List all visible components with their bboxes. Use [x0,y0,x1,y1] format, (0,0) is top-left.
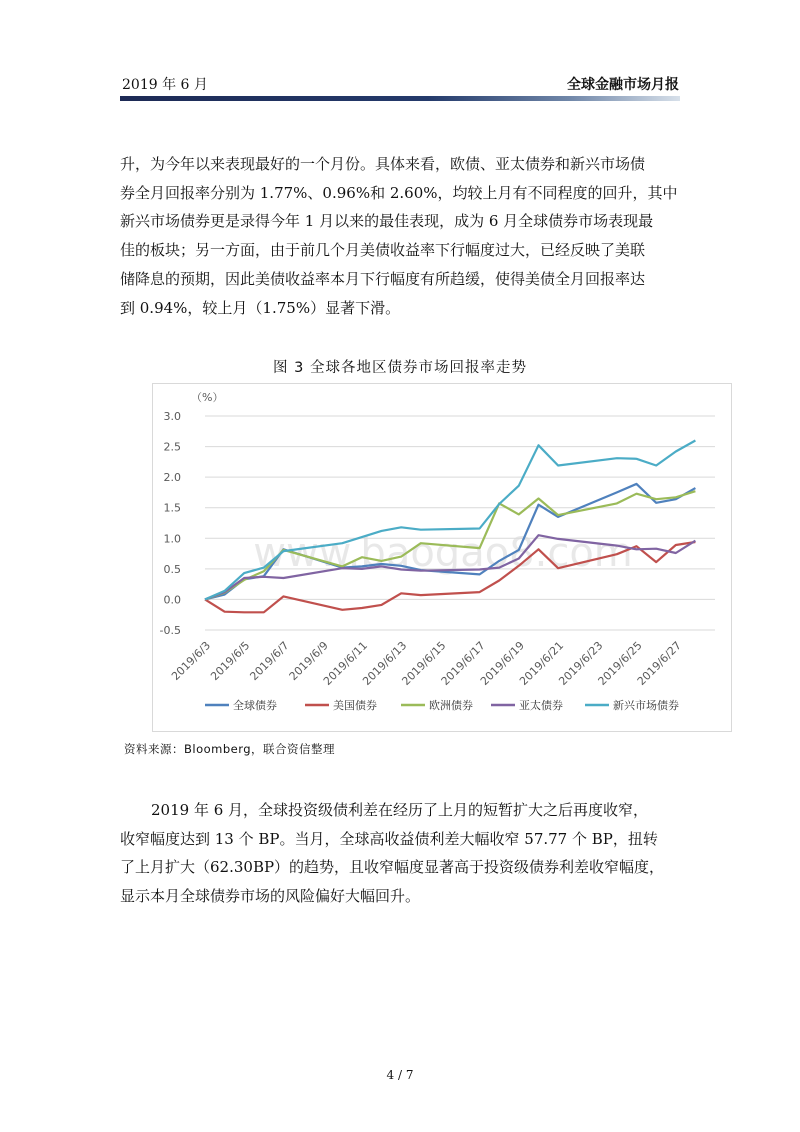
x-tick-label: 2019/6/11 [320,638,371,689]
paragraph-line: 到 0.94%，较上月（1.75%）显著下滑。 [120,298,401,317]
figure-source: 资料来源：Bloomberg，联合资信整理 [124,742,336,756]
y-tick-label: 1.0 [163,532,181,546]
header-report-title: 全球金融市场月报 [567,77,679,93]
paragraph-line: 新兴市场债券更是录得今年 1 月以来的最佳表现，成为 6 月全球债券市场表现最 [120,212,654,231]
x-tick-label: 2019/6/25 [595,638,645,689]
y-axis-unit-label: （%） [191,391,224,404]
legend-label: 欧洲债券 [429,699,473,712]
legend-label: 美国债券 [333,699,377,712]
paragraph-line: 收窄幅度达到 13 个 BP。当月，全球高收益债利差大幅收窄 57.77 个 BP，扭转 [120,829,658,848]
legend-label: 全球债券 [233,699,277,712]
page-number: 4 / 7 [386,1068,414,1082]
legend-label: 亚太债券 [519,699,563,712]
y-tick-label: 2.0 [163,471,181,485]
header-divider [120,96,680,101]
x-tick-label: 2019/6/7 [247,638,292,684]
paragraph-line: 了上月扩大（62.30BP）的趋势，且收窄幅度显著高于投资级债券利差收窄幅度， [120,858,665,877]
x-tick-label: 2019/6/19 [477,638,527,689]
x-tick-label: 2019/6/15 [399,638,449,689]
x-tick-label: 2019/6/3 [168,638,214,684]
chart-svg [153,384,731,731]
paragraph-line: 显示本月全球债券市场的风险偏好大幅回升。 [120,887,421,906]
x-tick-label: 2019/6/27 [634,638,684,689]
line-chart [152,383,732,732]
watermark-text: www.baogao8.com [253,530,633,576]
paragraph-line: 佳的板块；另一方面，由于前几个月美债收益率下行幅度过大，已经反映了美联 [120,241,646,260]
x-tick-label: 2019/6/23 [556,638,606,689]
y-tick-label: 3.0 [163,410,181,423]
header-date: 2019 年 6 月 [122,77,208,93]
x-tick-label: 2019/6/21 [517,638,567,689]
y-tick-label: 1.5 [163,501,181,515]
y-tick-label: 2.5 [163,440,181,454]
paragraph-line: 券全月回报率分别为 1.77%、0.96%和 2.60%，均较上月有不同程度的回升，其中 [120,183,678,202]
paragraph-2 [120,796,682,911]
y-tick-label: -0.5 [159,624,181,637]
paragraph-1 [120,150,682,322]
paragraph-line: 储降息的预期，因此美债收益率本月下行幅度有所趋缓，使得美债全月回报率达 [120,269,646,288]
x-tick-label: 2019/6/17 [438,638,488,689]
y-tick-label: 0.0 [163,593,181,607]
figure-title: 图 3 全球各地区债券市场回报率走势 [273,360,527,376]
paragraph-line: 升，为今年以来表现最好的一个月份。具体来看，欧债、亚太债券和新兴市场债 [120,155,646,173]
x-tick-label: 2019/6/13 [360,638,410,689]
y-tick-label: 0.5 [163,562,181,576]
x-tick-label: 2019/6/5 [208,638,253,684]
legend-label: 新兴市场债券 [613,699,679,712]
paragraph-line: 2019 年 6 月，全球投资级债利差在经历了上月的短暂扩大之后再度收窄， [151,801,649,819]
x-tick-label: 2019/6/9 [286,638,331,684]
